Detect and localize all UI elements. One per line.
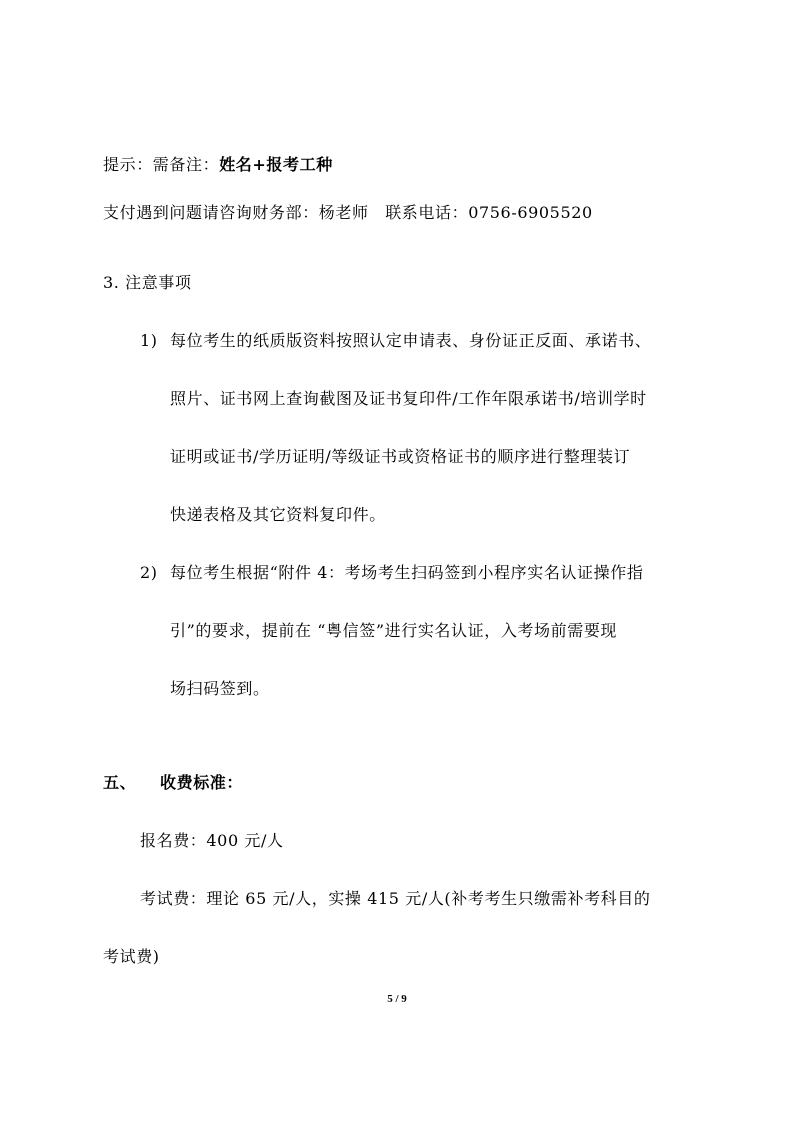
tip-label: 提示：需备注： [103, 155, 220, 174]
section5-title: 收费标准： [160, 773, 244, 792]
exam-fee-continued: 考试费) [103, 947, 160, 966]
item2-line: 场扫码签到。 [170, 679, 270, 698]
item1-line: 每位考生的纸质版资料按照认定申请表、身份证正反面、承诺书、 [170, 331, 652, 350]
item2-marker: 2) [140, 563, 158, 582]
item2-line: 每位考生根据“附件 4：考场考生扫码签到小程序实名认证操作指 [170, 563, 644, 582]
exam-fee: 考试费：理论 65 元/人，实操 415 元/人(补考考生只缴需补考科目的 [140, 889, 651, 908]
item2-line: 引”的要求，提前在 “粤信签”进行实名认证，入考场前需要现 [170, 621, 618, 640]
tip-emphasis: 姓名+报考工种 [219, 155, 333, 174]
registration-fee: 报名费：400 元/人 [140, 831, 284, 850]
section3-heading: 3. 注意事项 [103, 273, 192, 292]
page-number: 5 / 9 [387, 993, 407, 1005]
item1-marker: 1) [140, 331, 158, 350]
item1-line: 证明或证书/学历证明/等级证书或资格证书的顺序进行整理装订 [170, 447, 631, 466]
item1-line: 照片、证书网上查询截图及证书复印件/工作年限承诺书/培训学时 [170, 389, 647, 408]
payment-contact: 支付遇到问题请咨询财务部：杨老师 联系电话：0756-6905520 [103, 203, 593, 222]
section5-number: 五、 [103, 773, 137, 792]
item1-line: 快递表格及其它资料复印件。 [170, 505, 386, 524]
tip-line [103, 155, 333, 175]
